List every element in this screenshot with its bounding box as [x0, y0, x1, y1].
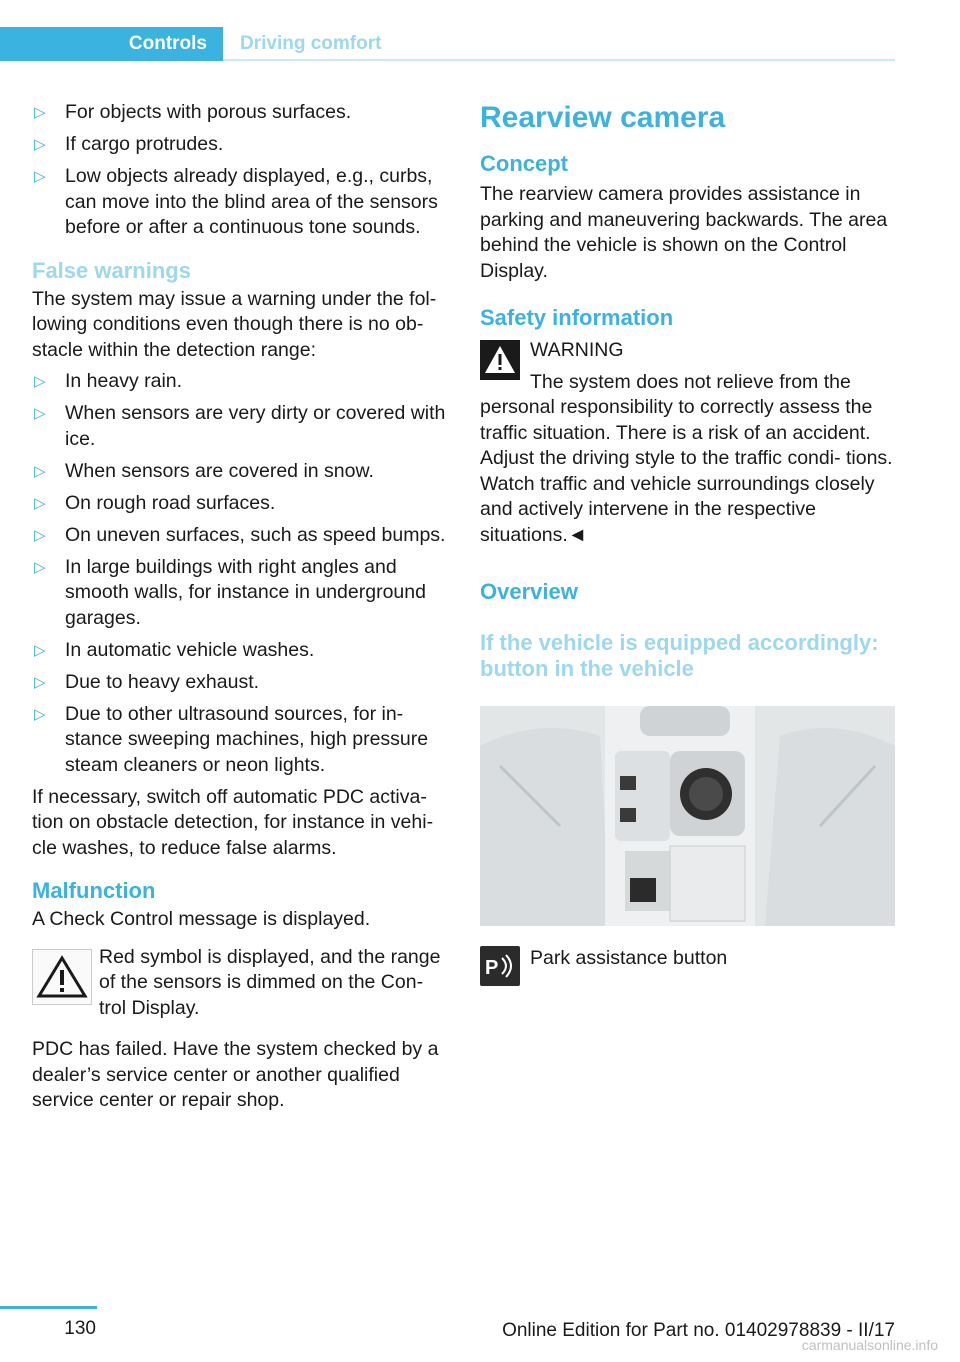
- malfunction-outro: PDC has failed. Have the system checked by a dealer’s service center or another qualified service center or repair shop.: [32, 1038, 439, 1111]
- bullet-triangle-icon: ▷: [34, 705, 46, 723]
- list-item: ▷ For objects with porous surfaces.: [32, 100, 450, 126]
- list-item: ▷ On rough road surfaces.: [32, 491, 450, 517]
- page-number: 130: [64, 1318, 96, 1339]
- overview-heading: Overview: [480, 579, 578, 604]
- safety-heading: Safety information: [480, 305, 674, 330]
- list-item: ▷ When sensors are covered in snow.: [32, 459, 450, 485]
- center-console-photo: [480, 706, 895, 926]
- header-section-tab[interactable]: Controls: [0, 27, 223, 61]
- bullet-triangle-icon: ▷: [34, 373, 46, 390]
- malfunction-icon-text: Red symbol is displayed, and the range of the sensors is dimmed on the Con‐ trol Display.: [99, 945, 441, 1019]
- bullet-triangle-icon: ▷: [34, 136, 46, 153]
- watermark: carmanualsonline.info: [801, 1337, 938, 1353]
- list-item: ▷ If cargo protrudes.: [32, 132, 450, 158]
- edition-text: Online Edition for Part no. 01402978839 - II/17: [502, 1320, 895, 1341]
- false-warnings-outro: If necessary, switch off automatic PDC activa‐ tion on obstacle detection, for instance in vehi‐ cle washes, to reduce false alarms.: [32, 785, 434, 859]
- bullet-triangle-icon: ▷: [34, 641, 46, 659]
- malfunction-text: A Check Control message is displayed.: [32, 908, 371, 930]
- list-item: ▷ On uneven surfaces, such as speed bumps.: [32, 523, 450, 549]
- list-item: ▷ When sensors are very dirty or covered with ice.: [34, 402, 446, 450]
- warning-icon: [480, 340, 520, 380]
- top-bullet-list: [32, 100, 450, 241]
- header-subsection-tab[interactable]: Driving comfort: [240, 33, 382, 54]
- list-item: ▷ Low objects already displayed, e.g., curbs, can move into the blind area of the sensors before or after a continuous tone sounds.: [34, 165, 438, 238]
- park-assist-caption: [480, 946, 895, 988]
- page-header: [0, 27, 895, 61]
- list-item: ▷ Due to heavy exhaust.: [32, 670, 450, 696]
- list-item: ▷ In heavy rain.: [32, 369, 450, 395]
- bullet-triangle-icon: ▷: [34, 168, 46, 185]
- concept-text: The rearview camera provides assistance in parking and maneuvering backwards. The area behind the vehicle is shown on the Control Display.: [480, 183, 888, 282]
- bullet-triangle-icon: ▷: [34, 494, 46, 512]
- warning-triangle-icon: [32, 949, 92, 1005]
- concept-heading: Concept: [480, 151, 568, 176]
- overview-subheading: If the vehicle is equipped accordingly: button in the vehicle: [480, 630, 879, 681]
- bullet-triangle-icon: ▷: [34, 104, 46, 121]
- header-rule: [223, 59, 895, 61]
- svg-text:P: P: [485, 957, 499, 979]
- list-item: ▷ In large buildings with right angles and smooth walls, for instance in underground garages.: [34, 555, 426, 629]
- park-assist-icon[interactable]: [480, 946, 520, 986]
- bullet-triangle-icon: ▷: [34, 405, 46, 422]
- list-item: ▷ Due to other ultrasound sources, for in‐ stance sweeping machines, high pressure steam cleaners or neon lights.: [34, 702, 429, 776]
- false-warnings-intro: The system may issue a warning under the fol‐ lowing conditions even though there is no ob‐ stacle within the detection range:: [32, 287, 437, 361]
- bullet-triangle-icon: ▷: [34, 462, 46, 480]
- footer-rule: [0, 1306, 97, 1309]
- list-item: ▷ In automatic vehicle washes.: [32, 638, 450, 664]
- malfunction-symbol-block: [32, 945, 450, 1022]
- warning-label: WARNING: [530, 339, 624, 361]
- warning-text: The system does not relieve from the personal responsibility to correctly assess the traffic situation. There is a risk of an accident. Adjust the driving style to the traffic condi‐ tions. Watch traffic and vehicle surroundings closely and actively intervene in the respective situations.◄: [480, 370, 893, 546]
- malfunction-heading: Malfunction: [32, 878, 156, 903]
- bullet-triangle-icon: ▷: [34, 526, 46, 544]
- page-title: Rearview camera: [480, 101, 726, 134]
- bullet-triangle-icon: ▷: [34, 673, 46, 691]
- left-column: [32, 100, 450, 1114]
- false-warnings-heading: False warnings: [32, 257, 191, 283]
- bullet-triangle-icon: ▷: [34, 558, 46, 576]
- warning-block: [480, 338, 895, 548]
- right-column: [480, 98, 895, 988]
- false-warnings-list: [32, 369, 450, 778]
- park-assist-caption-text: Park assistance button: [530, 947, 728, 969]
